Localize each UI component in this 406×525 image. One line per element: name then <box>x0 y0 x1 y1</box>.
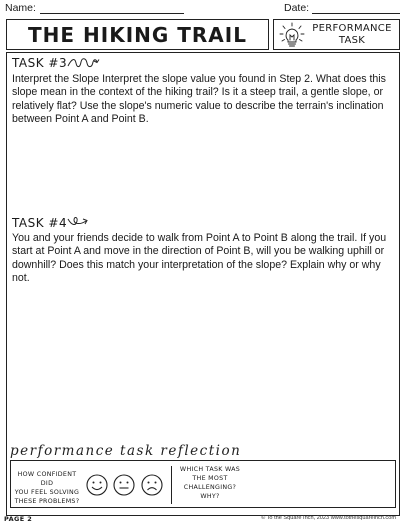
title-banner <box>6 19 269 50</box>
challenge-line-3: CHALLENGING? WHY? <box>183 484 237 500</box>
task-4-answer-area[interactable] <box>12 288 396 438</box>
curly-arrow-icon <box>66 214 92 228</box>
challenge-line-2: THE MOST <box>192 475 228 482</box>
date-label: Date: <box>284 2 310 14</box>
badge-text <box>307 23 397 47</box>
copyright-text: © To the Square Inch, 2023 www.tothesquareinch.com <box>261 515 396 521</box>
performance-task-badge <box>273 19 400 50</box>
squiggle-arrow-icon <box>66 56 102 70</box>
page-title: THE HIKING TRAIL <box>28 22 247 47</box>
reflection-title: performance task reflection <box>10 443 242 459</box>
badge-line-2: TASK <box>338 35 366 46</box>
name-label: Name: <box>5 2 36 14</box>
happy-face-icon[interactable] <box>86 474 108 496</box>
sad-face-icon[interactable] <box>141 474 163 496</box>
task-3-prompt: Interpret the Slope Interpret the slope value you found in Step 2. What does this slope mean in the context of the hiking trail? Is it a steep trail, a gentle slope, or relatively flat? Use the slope's numeric value to describe the terrain's inclination between Point A and Point B. <box>12 73 386 126</box>
challenge-question <box>174 465 246 501</box>
task-4-heading: TASK #4 <box>12 216 68 230</box>
confidence-line-3: THESE PROBLEMS? <box>14 498 80 505</box>
name-field[interactable] <box>40 13 184 14</box>
reflection-divider <box>171 466 172 504</box>
task-4-prompt: You and your friends decide to walk from Point A to Point B along the trail. If you start at Point A and move in the direction of Point B, will you be walking uphill or downhill? Does this match your interpretation of the slope? Explain why or why not. <box>12 232 387 285</box>
page-number: PAGE 2 <box>4 515 33 523</box>
lightbulb-icon <box>278 22 306 48</box>
confidence-line-1: HOW CONFIDENT DID <box>17 471 77 487</box>
task-3-answer-area[interactable] <box>12 128 396 212</box>
badge-line-1: PERFORMANCE <box>312 23 392 34</box>
challenge-line-1: WHICH TASK WAS <box>179 466 241 473</box>
confidence-question <box>14 470 80 506</box>
challenge-answer-area[interactable] <box>250 464 392 504</box>
neutral-face-icon[interactable] <box>113 474 135 496</box>
confidence-line-2: YOU FEEL SOLVING <box>14 489 80 496</box>
date-field[interactable] <box>312 13 400 14</box>
task-3-heading: TASK #3 <box>12 56 68 70</box>
